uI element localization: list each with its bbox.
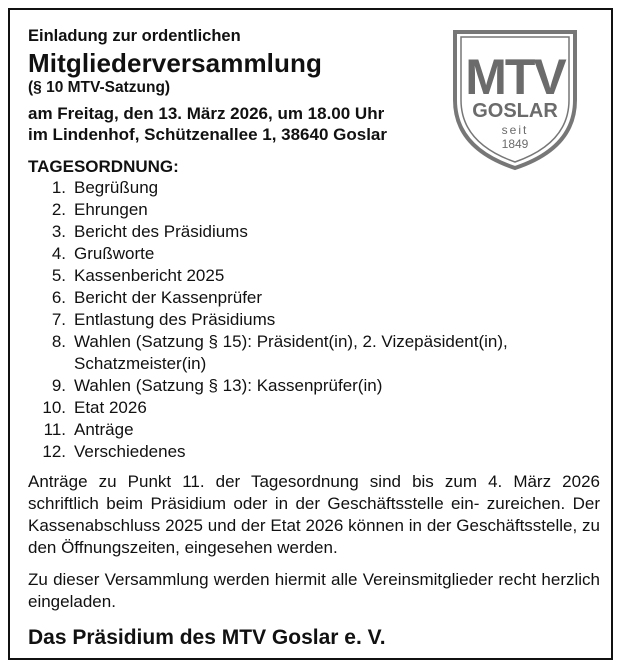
intro-line: Einladung zur ordentlichen [28, 27, 241, 45]
agenda-text: Kassenbericht 2025 [74, 266, 225, 285]
agenda-text: Etat 2026 [74, 398, 147, 417]
agenda-list [28, 177, 600, 463]
agenda-item [28, 441, 600, 463]
agenda-item [28, 309, 600, 331]
agenda-number: 6. [51, 288, 66, 307]
mtv-goslar-logo [450, 22, 580, 172]
agenda-number: 4. [51, 244, 66, 263]
agenda-number: 5. [51, 266, 66, 285]
agenda-item [28, 177, 600, 199]
agenda-text: Bericht der Kassenprüfer [74, 288, 263, 307]
logo-city: GOSLAR [472, 100, 558, 122]
agenda-number: 9. [51, 376, 66, 395]
agenda-number: 2. [51, 200, 66, 219]
agenda-item [28, 419, 600, 441]
logo-letters: MTV [465, 49, 565, 105]
agenda-text: Begrüßung [74, 178, 159, 197]
agenda-item [28, 375, 600, 397]
agenda-number: 11. [43, 420, 66, 439]
agenda-number: 7. [51, 310, 66, 329]
agenda-text: Ehrungen [74, 200, 148, 219]
agenda-text: Entlastung des Präsidiums [74, 310, 276, 329]
agenda-number: 8. [51, 332, 66, 351]
document-title: Mitgliederversammlung [28, 48, 322, 78]
document-subtitle: (§ 10 MTV-Satzung) [28, 79, 171, 96]
agenda-item [28, 221, 600, 243]
agenda-text: Anträge [74, 420, 134, 439]
venue-line: im Lindenhof, Schützenallee 1, 38640 Goslar [28, 125, 388, 144]
agenda-text: Wahlen (Satzung § 13): Kassenprüfer(in) [74, 376, 383, 395]
agenda-text: Grußworte [74, 244, 155, 263]
agenda-item [28, 331, 600, 375]
agenda-item [28, 397, 600, 419]
agenda-number: 1. [51, 178, 66, 197]
agenda-number: 3. [51, 222, 66, 241]
agenda-item [28, 199, 600, 221]
date-line: am Freitag, den 13. März 2026, um 18.00 Uhr [28, 104, 385, 123]
logo-seit: seit [501, 123, 529, 137]
agenda-number: 10. [42, 398, 66, 417]
agenda-number: 12. [42, 442, 66, 461]
agenda-item [28, 243, 600, 265]
agenda-heading: TAGESORDNUNG: [28, 157, 179, 176]
agenda-item [28, 287, 600, 309]
signature: Das Präsidium des MTV Goslar e. V. [28, 626, 386, 649]
invitation-paragraph: Zu dieser Versammlung werden hiermit alle Vereinsmitglieder recht herzlich eingeladen. [28, 570, 600, 611]
agenda-text: Verschiedenes [74, 442, 186, 461]
agenda-text: Bericht des Präsidiums [74, 222, 248, 241]
logo-year: 1849 [501, 137, 529, 151]
agenda-item [28, 265, 600, 287]
deadline-paragraph: Anträge zu Punkt 11. der Tagesordnung sind bis zum 4. März 2026 schriftlich beim Präsidium oder in der Geschäftsstelle ein- zureichen. Der Kassenabschluss 2025 und der Etat 2026 können in der Geschäftsstelle, zu den Öffnungszeiten, eingesehen werden. [28, 472, 600, 557]
agenda-text: Wahlen (Satzung § 15): Präsident(in), 2. Vizepäsident(in), Schatzmeister(in) [74, 332, 508, 373]
